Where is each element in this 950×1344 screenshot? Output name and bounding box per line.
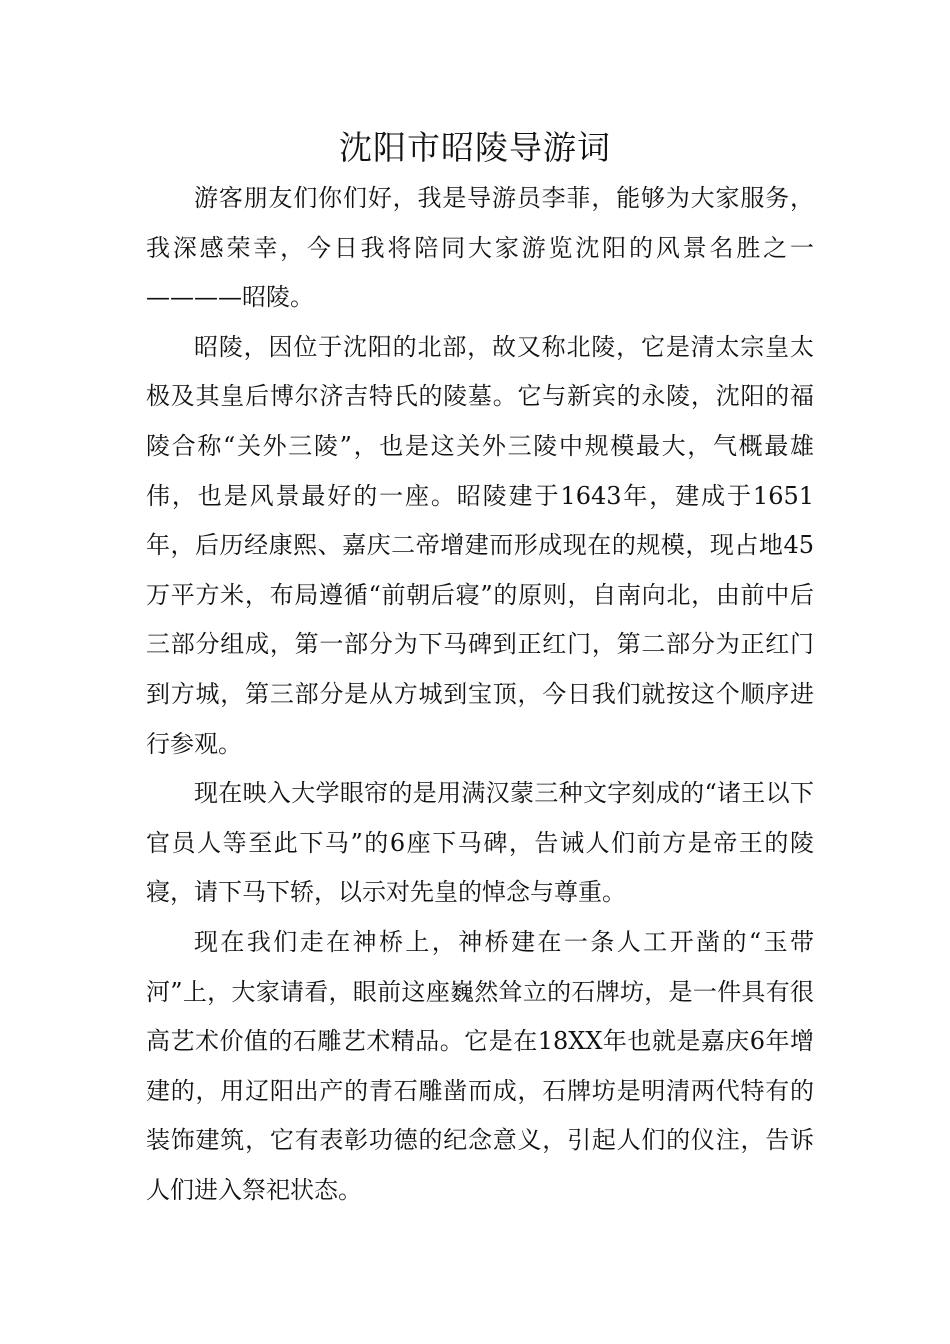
document-body [146, 174, 814, 1215]
paragraph-shenqiao: 现在我们走在神桥上，神桥建在一条人工开凿的“玉带河”上，大家请看，眼前这座巍然耸立的石牌坊，是一件具有很高艺术价值的石雕艺术精品。它是在18XX年也就是嘉庆6年增建的，用辽阳出产的青石雕凿而成，石牌坊是明清两代特有的装饰建筑，它有表彰功德的纪念意义，引起人们的仪注，告诉人们进入祭祀状态。 [146, 927, 814, 1204]
paragraph-greeting: 游客朋友们你们好，我是导游员李菲，能够为大家服务，我深感荣幸，今日我将陪同大家游览沈阳的风景名胜之一————昭陵。 [146, 184, 814, 312]
paragraph-zhaoling-intro: 昭陵，因位于沈阳的北部，故又称北陵，它是清太宗皇太极及其皇后博尔济吉特氏的陵墓。它与新宾的永陵，沈阳的福陵合称“关外三陵”，也是这关外三陵中规模最大，气概最雄伟，也是风景最好的一座。昭陵建于1643年，建成于1651年，后历经康熙、嘉庆二帝增建而形成现在的规模，现占地45万平方米，布局遵循“前朝后寝”的原则，自南向北，由前中后三部分组成，第一部分为下马碑到正红门，第二部分为正红门到方城，第三部分是从方城到宝顶，今日我们就按这个顺序进行参观。 [146, 332, 814, 758]
paragraph-xiamabei: 现在映入大学眼帘的是用满汉蒙三种文字刻成的“诸王以下官员人等至此下马”的6座下马碑，告诫人们前方是帝王的陵寝，请下马下轿，以示对先皇的悼念与尊重。 [146, 779, 814, 907]
document-title: 沈阳市昭陵导游词 [339, 128, 611, 167]
